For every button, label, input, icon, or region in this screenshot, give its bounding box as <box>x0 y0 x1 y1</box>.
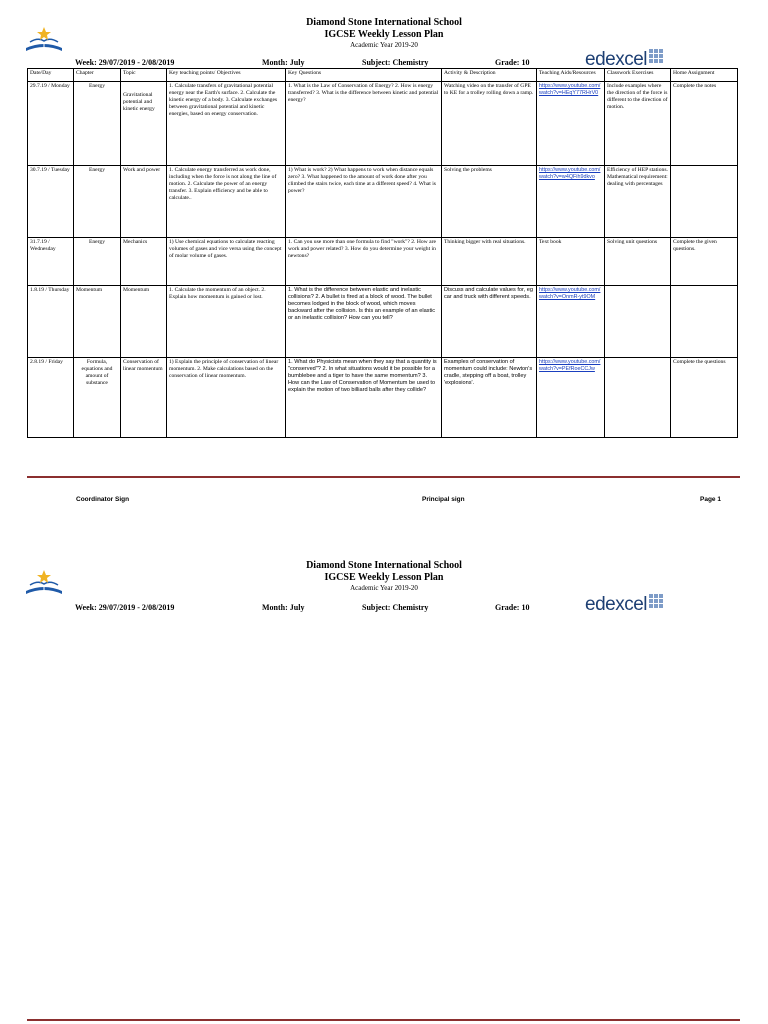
footer-rule <box>27 1019 740 1021</box>
cell-date: 29.7.19 / Monday <box>28 82 74 166</box>
edexcel-grid-icon <box>649 594 663 608</box>
month-label: Month: July <box>262 603 305 612</box>
footer-rule <box>27 476 740 478</box>
cell-date: 31.7.19 / Wednesday <box>28 238 74 286</box>
youtube-link[interactable]: https://www.youtube.com/watch?v=OnmR-yt9OM <box>539 287 601 300</box>
week-label: Week: 29/07/2019 - 2/08/2019 <box>75 603 175 612</box>
cell-activity: Watching video on the transfer of GPE to KE for a trolley rolling down a ramp. <box>442 82 537 166</box>
header-date: Date/Day <box>28 69 74 82</box>
subject-label: Subject: Chemistry <box>362 603 429 612</box>
cell-objectives: 1) Use chemical equations to calculate reacting volumes of gases and vice versa using the concept of molar volume of gases. <box>167 238 286 286</box>
plan-title: IGCSE Weekly Lesson Plan <box>324 29 444 40</box>
cell-topic: Work and power <box>121 166 167 238</box>
week-label: Week: 29/07/2019 - 2/08/2019 <box>75 58 175 67</box>
cell-chapter: Energy <box>74 82 121 166</box>
cell-chapter: Momentum <box>74 286 121 358</box>
table-header-row <box>28 69 738 82</box>
cell-topic: Momentum <box>121 286 167 358</box>
lesson-plan-table <box>27 68 738 438</box>
header-objectives: Key teaching points/ Objectives <box>167 69 286 82</box>
cell-classwork <box>605 358 671 438</box>
school-name: Diamond Stone International School <box>306 17 462 28</box>
cell-classwork: Solving unit questions <box>605 238 671 286</box>
cell-topic: Gravitational potential and kinetic energy <box>121 82 167 166</box>
youtube-link[interactable]: https://www.youtube.com/watch?v=HEqY77RHrV0 <box>539 83 601 96</box>
header-questions: Key Questions <box>286 69 442 82</box>
cell-classwork: Efficiency of HEP stations. Mathematical requirement: dealing with percentages <box>605 166 671 238</box>
cell-questions: 1) What is work? 2) What happens to work when distance equals zero? 3. What happened to the amount of work done after you climbed the stairs twice, each time at a different speed? 4. What is power? <box>286 166 442 238</box>
cell-questions: 1. What is the difference between elastic and inelastic collisions? 2. A bullet is fired at a block of wood. The bullet becomes lodged in the block of wood, which moves backward after the collision. Is this an example of an elastic or an inelastic collision? How can you tell? <box>286 286 442 358</box>
cell-activity: Solving the problems <box>442 166 537 238</box>
coordinator-sign: Coordinator Sign <box>76 496 130 503</box>
cell-date: 30.7.19 / Tuesday <box>28 166 74 238</box>
youtube-link[interactable]: https://www.youtube.com/watch?v=PEfRoeCCJw <box>539 359 601 372</box>
cell-date: 1.8.19 / Thursday <box>28 286 74 358</box>
cell-home <box>671 286 738 358</box>
cell-aids <box>537 358 605 438</box>
header-activity: Activity & Description <box>442 69 537 82</box>
cell-topic: Conservation of linear momentum <box>121 358 167 438</box>
youtube-link[interactable]: https://www.youtube.com/watch?v=w4QFih9dkvo <box>539 167 601 180</box>
plan-title: IGCSE Weekly Lesson Plan <box>324 572 444 583</box>
cell-aids <box>537 286 605 358</box>
cell-home: Complete the given questions. <box>671 238 738 286</box>
cell-aids <box>537 166 605 238</box>
subject-label: Subject: Chemistry <box>362 58 429 67</box>
school-name: Diamond Stone International School <box>306 560 462 571</box>
cell-home: Complete the notes <box>671 82 738 166</box>
cell-activity: Examples of conservation of momentum could include: Newton's cradle, stepping off a boat, trolley 'explosions'. <box>442 358 537 438</box>
edexcel-logo: edexcel <box>585 594 663 616</box>
cell-activity: Thinking bigger with real situations. <box>442 238 537 286</box>
cell-objectives: 1. Calculate energy transferred as work done, including when the force is not along the line of motion. 2. Calculate the power of an energy transfer. 3. Explain efficiency and be able to calculate.. <box>167 166 286 238</box>
grade-label: Grade: 10 <box>495 58 530 67</box>
header-topic: Topic <box>121 69 167 82</box>
cell-questions: 1. Can you use more than one formula to find "work"? 2. How are work and power related? 3. How do you determine your weight in newtons? <box>286 238 442 286</box>
cell-questions: 1. What do Physicists mean when they say that a quantity is "conserved"? 2. In what situations would it be possible for a bumblebee and a tiger to have the same momentum? 3. How can the Law of Conservation of Momentum be used to explain the motion of two billiard balls after they collide? <box>286 358 442 438</box>
table-row <box>28 238 738 286</box>
academic-year: Academic Year 2019-20 <box>350 41 418 49</box>
month-label: Month: July <box>262 58 305 67</box>
cell-chapter: Energy <box>74 238 121 286</box>
edexcel-grid-icon <box>649 49 663 63</box>
cell-home <box>671 166 738 238</box>
cell-aids <box>537 82 605 166</box>
table-row <box>28 358 738 438</box>
academic-year: Academic Year 2019-20 <box>350 584 418 592</box>
table-row <box>28 82 738 166</box>
cell-topic: Mechanics <box>121 238 167 286</box>
cell-aids: Text book <box>537 238 605 286</box>
cell-objectives: 1. Calculate transfers of gravitational potential energy near the Earth's surface. 2. Calculate the kinetic energy of a body. 3. Calculate exchanges between gravitational potential and kinetic energies, based on energy conservation. <box>167 82 286 166</box>
cell-home: Complete the questions <box>671 358 738 438</box>
cell-classwork: Include examples where the direction of the force is different to the direction of motion. <box>605 82 671 166</box>
cell-objectives: 1. Calculate the momentum of an object. 2. Explain how momentum is gained or lost. <box>167 286 286 358</box>
principal-sign: Principal sign <box>422 496 465 503</box>
table-row <box>28 286 738 358</box>
header-classwork: Classwork Exercises <box>605 69 671 82</box>
header-chapter: Chapter <box>74 69 121 82</box>
header-home: Home Assignment <box>671 69 738 82</box>
header-aids: Teaching Aids/Resources <box>537 69 605 82</box>
cell-chapter: Energy <box>74 166 121 238</box>
cell-objectives: 1) Explain the principle of conservation of linear momentum. 2. Make calculations based on the conservation of linear momentum. <box>167 358 286 438</box>
cell-date: 2.8.19 / Friday <box>28 358 74 438</box>
edexcel-logo: edexcel <box>585 49 663 71</box>
cell-classwork <box>605 286 671 358</box>
page-number: Page 1 <box>700 496 721 503</box>
cell-chapter: Formula, equations and amount of substance <box>74 358 121 438</box>
grade-label: Grade: 10 <box>495 603 530 612</box>
cell-questions: 1. What is the Law of Conservation of Energy? 2. How is energy transferred? 3. What is the difference between kinetic and potential energy? <box>286 82 442 166</box>
cell-activity: Discuss and calculate values for, eg car and truck with different speeds. <box>442 286 537 358</box>
table-row <box>28 166 738 238</box>
